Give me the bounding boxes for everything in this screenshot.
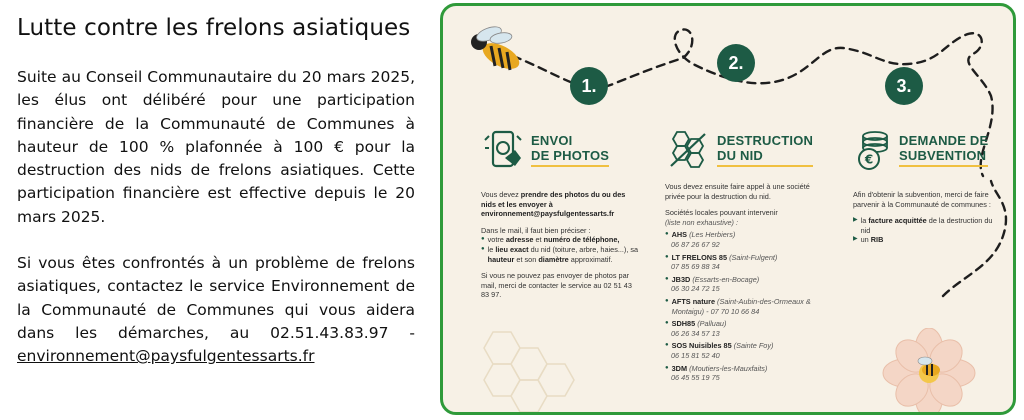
- company-item: ● SDH85 (Palluau) 06 26 34 57 13: [665, 319, 727, 338]
- company-item: ● JB3D (Essarts-en-Bocage) 06 30 24 72 15: [665, 274, 760, 294]
- article-paragraph-2: [17, 252, 415, 368]
- hornet-icon: [471, 24, 523, 74]
- step-1-column: [481, 124, 639, 300]
- step-2-body: [665, 182, 815, 383]
- flower-bee-icon: [879, 328, 979, 415]
- svg-text:€: €: [864, 152, 874, 167]
- phone-camera-icon: [481, 128, 525, 172]
- company-item: ● 3DM (Moutiers-les-Mauxfaits) 06 45 55 19 75: [665, 363, 768, 383]
- step-3-item-1: ▶ la facture acquittée de la destruction du nid: [853, 216, 993, 235]
- honeycomb-icon: [665, 128, 711, 172]
- article-title: Lutte contre les frelons asiatiques: [17, 15, 411, 41]
- step-3-intro: Afin d'obtenir la subvention, merci de faire parvenir à la Communauté de communes :: [853, 190, 991, 209]
- step-3-column: [853, 124, 1003, 245]
- step-3-badge: 3.: [885, 67, 923, 105]
- step-2-header: [665, 124, 815, 176]
- company-item: ● LT FRELONS 85 (Saint-Fulgent) 07 85 69 88 34: [665, 252, 778, 272]
- step-2-title: DESTRUCTION DU NID: [717, 133, 813, 167]
- step-1-mail-intro: Dans le mail, il faut bien préciser :: [481, 225, 591, 235]
- company-item: ● SOS Nuisibles 85 (Sainte Foy) 06 15 81 52 40: [665, 341, 774, 360]
- step-2-column: [665, 124, 815, 383]
- euro-coins-icon: [853, 128, 893, 172]
- step-2-intro: Vous devez ensuite faire appel à une société privée pour la destruction du nid.: [665, 182, 810, 201]
- company-item: ● AFTS nature (Saint-Aubin-des-Ormeaux & Montaigu) - 07 70 10 66 84: [665, 296, 811, 316]
- step-3-body: [853, 190, 1003, 245]
- infographic-panel: [440, 3, 1016, 415]
- hexagon-pattern-decoration: [463, 328, 583, 414]
- step-2-companies-note: (liste non exhaustive) :: [665, 217, 739, 227]
- step-2-companies-intro: Sociétés locales pouvant intervenir: [665, 208, 778, 218]
- step-1-fallback: Si vous ne pouvez pas envoyer de photos par mail, merci de contacter le service au 02 51 43 83 97.: [481, 271, 632, 300]
- step-1-body: [481, 190, 639, 300]
- article-paragraph-2-text: Si vous êtes confrontés à un problème de frelons asiatiques, contactez le service Environnement de la Communauté de Communes qui vous aidera dans les démarches, au 02.51.43.83.97 -: [17, 254, 415, 342]
- step-1-intro: Vous devez prendre des photos du ou des nids et les envoyer à environnement@paysfulgentessarts.fr: [481, 190, 626, 219]
- environment-email-link[interactable]: environnement@paysfulgentessarts.fr: [17, 347, 315, 366]
- article-paragraph-1: Suite au Conseil Communautaire du 20 mars 2025, les élus ont délibéré pour une participation financière de la Communauté de Communes à hauteur de 100 % plafonnée à 100 € pour la destruction des nids de frelons asiatiques. Cette participation financière est effective depuis le 20 mars 2025.: [17, 68, 415, 226]
- step-1-title: ENVOI DE PHOTOS: [531, 133, 609, 167]
- company-item: ● AHS (Les Herbiers) 06 87 26 67 92: [665, 230, 736, 249]
- step-3-header: [853, 124, 1003, 176]
- step-3-title: DEMANDE DE SUBVENTION: [899, 133, 988, 167]
- step-1-bullet-2: ● le lieu exact du nid (toiture, arbre, haies...), sa hauteur et son diamètre approximatif.: [481, 244, 639, 264]
- article: [17, 10, 415, 369]
- step-1-bullet-1: ● votre adresse et numéro de téléphone,: [481, 235, 620, 245]
- step-1-badge: 1.: [570, 67, 608, 105]
- step-1-header: [481, 124, 639, 176]
- step-2-badge: 2.: [717, 44, 755, 82]
- step-3-item-2: ▶ un RIB: [853, 235, 884, 245]
